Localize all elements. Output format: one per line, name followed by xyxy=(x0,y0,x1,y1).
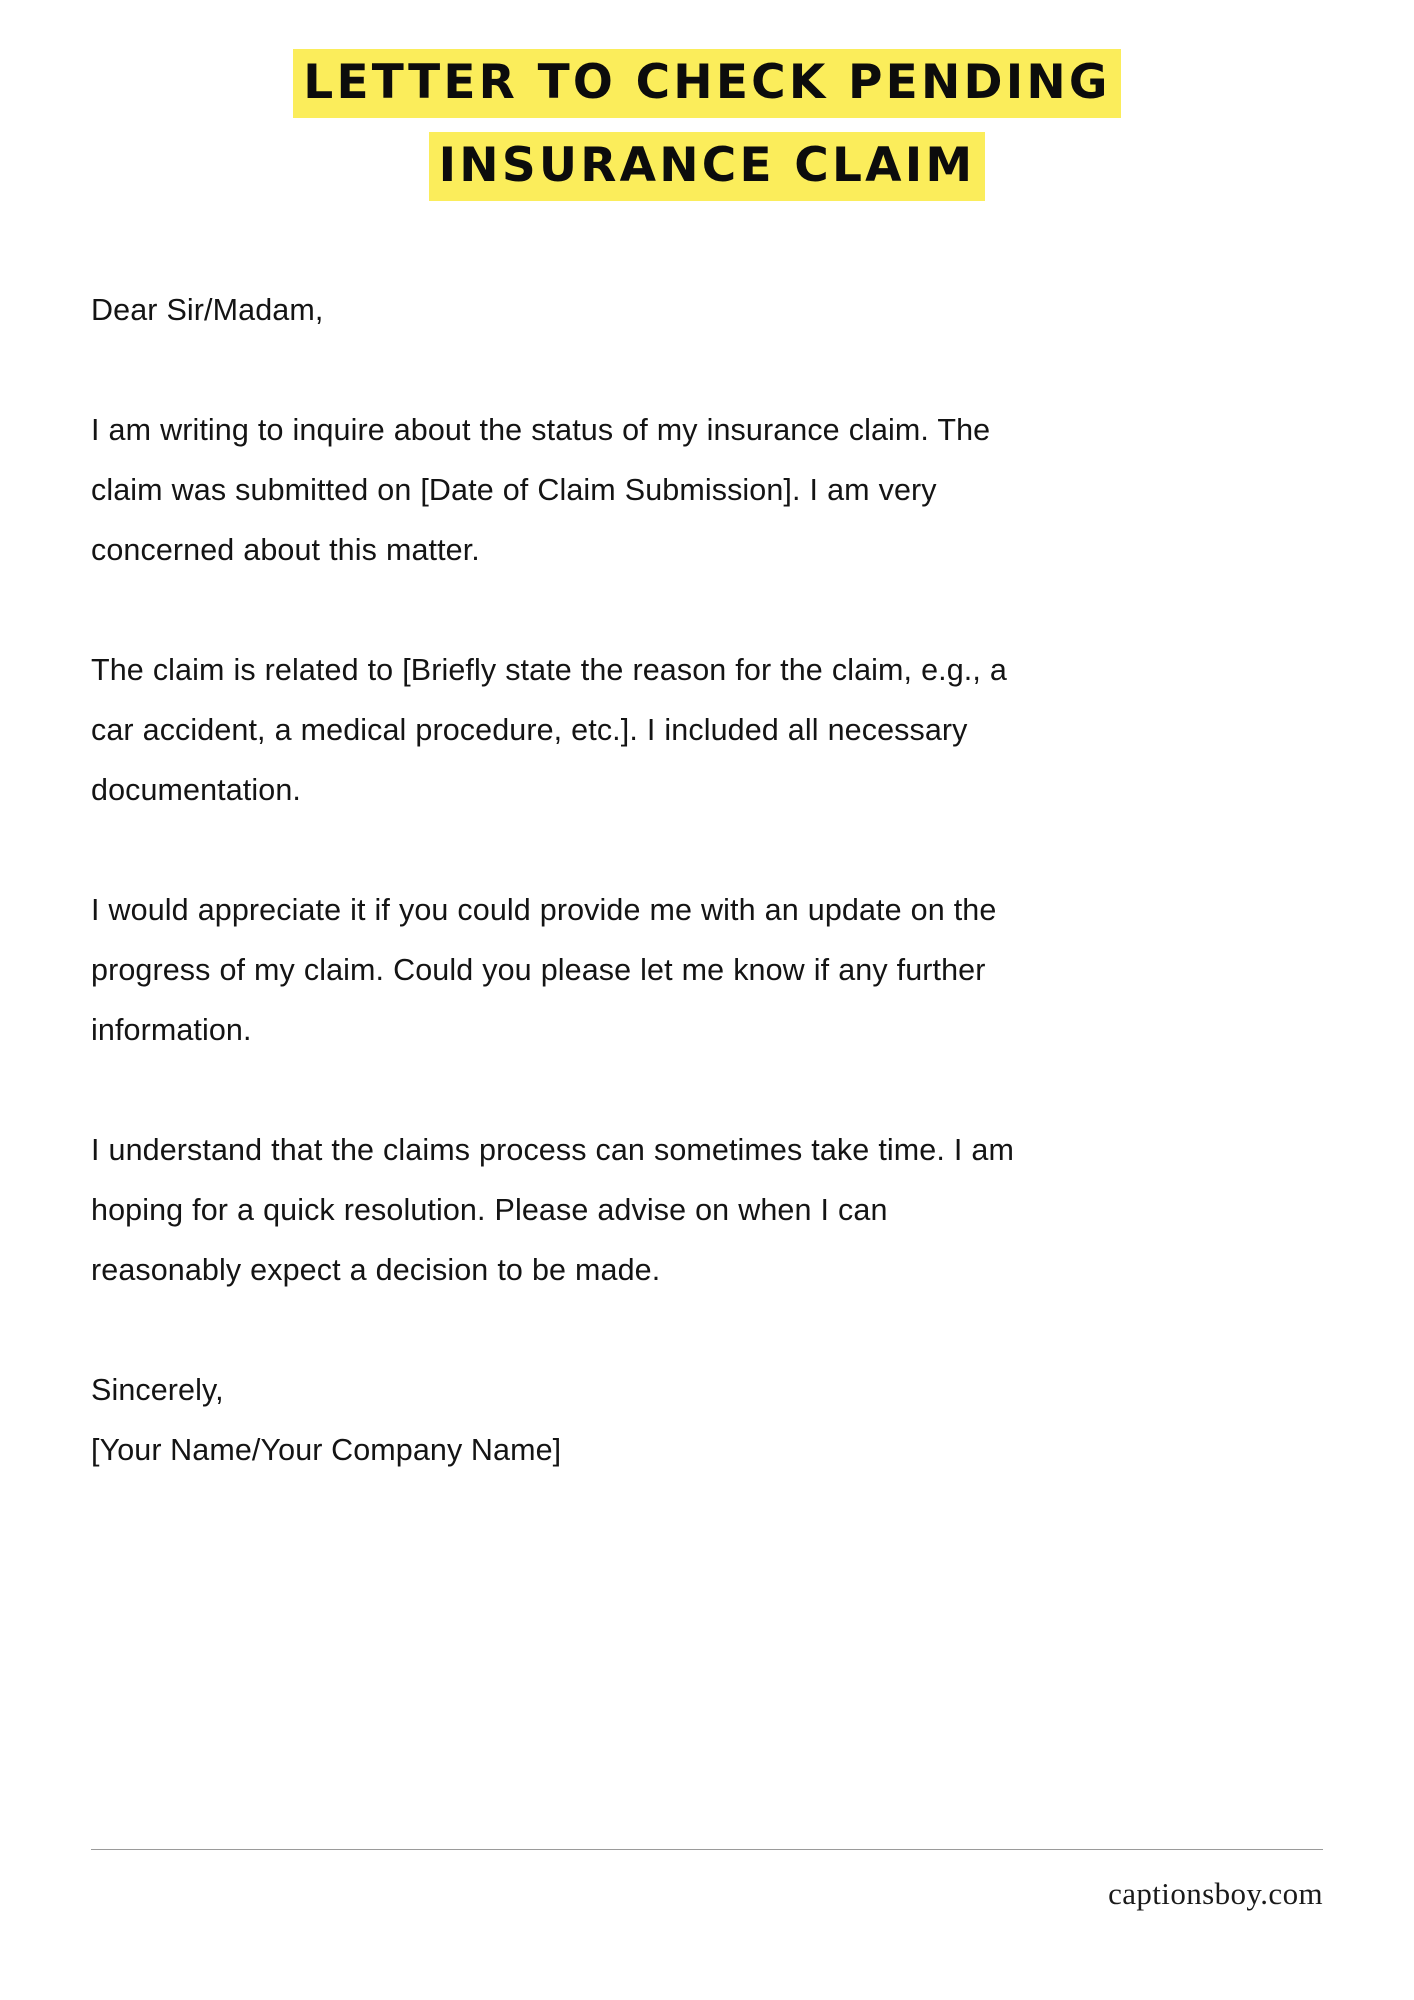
letter-content xyxy=(91,280,1045,1480)
title-line-2-row xyxy=(96,131,1318,214)
footer-site-label: captionsboy.com xyxy=(1108,1876,1323,1911)
title-line-1: LETTER TO CHECK PENDING xyxy=(293,49,1120,118)
document-title xyxy=(0,0,1414,214)
title-line-1-row xyxy=(96,48,1318,131)
footer-divider xyxy=(91,1849,1323,1850)
body-paragraph-3: I would appreciate it if you could provide me with an update on the progress of my claim. Could you please let me know if any further information. xyxy=(91,893,997,1047)
body-paragraph-2: The claim is related to [Briefly state the reason for the claim, e.g., a car accident, a medical procedure, etc.]. I included all necessary documentation. xyxy=(91,653,1007,807)
title-line-2: INSURANCE CLAIM xyxy=(429,132,986,201)
body-paragraph-4: I understand that the claims process can sometimes take time. I am hoping for a quick resolution. Please advise on when I can reasonably expect a decision to be made. xyxy=(91,1133,1015,1287)
page-footer xyxy=(91,1849,1323,1912)
greeting-line: Dear Sir/Madam, xyxy=(91,293,324,327)
closing-line: Sincerely, xyxy=(91,1373,224,1407)
body-paragraph-1: I am writing to inquire about the status of my insurance claim. The claim was submitted on [Date of Claim Submission]. I am very concerned about this matter. xyxy=(91,413,991,567)
signature-line: [Your Name/Your Company Name] xyxy=(91,1433,562,1467)
